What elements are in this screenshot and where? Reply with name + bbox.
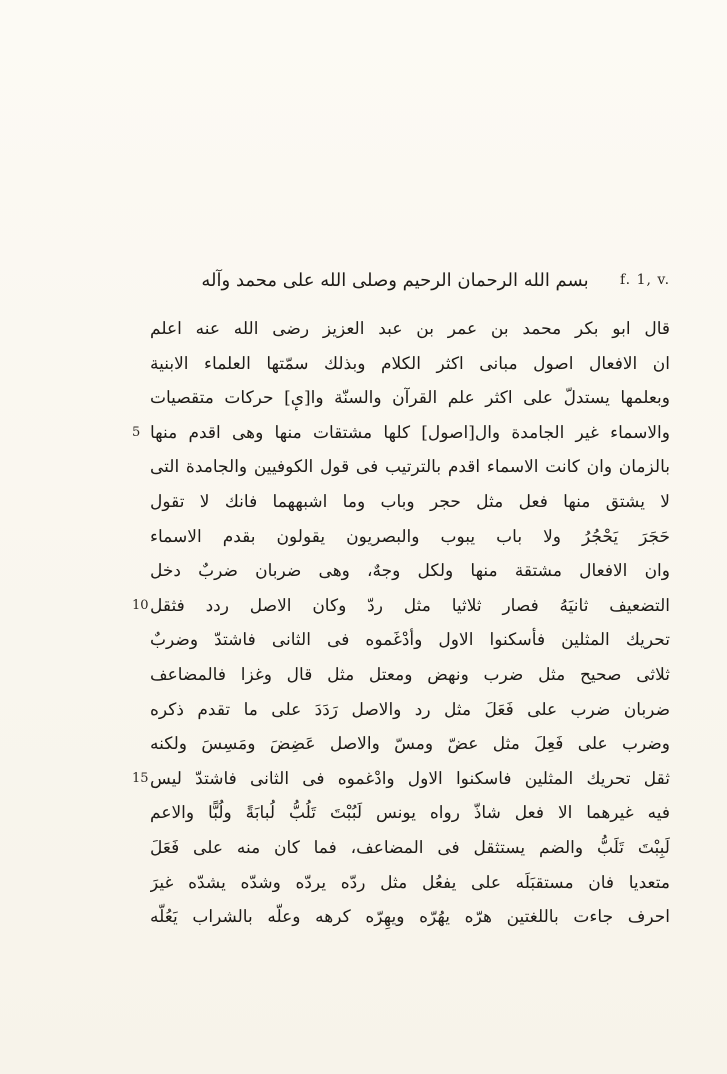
line-number: [132, 485, 152, 520]
text-line: قال ابو بكر محمد بن عمر بن عبد العزيز رضى الله عنه اعلم: [150, 319, 670, 339]
text-line: وضرب على فَعِلَ مثل عضّ ومسّ والاصل عَضِضَ ومَسِسَ ولكنه: [150, 734, 670, 755]
line-number: [132, 900, 152, 935]
line-number: [132, 831, 152, 866]
line-number: 15: [132, 770, 149, 786]
basmala-heading: بسم الله الرحمان الرحيم وصلى الله على محمد وآله: [201, 270, 589, 291]
text-line: متعديا فان مستقبَلَه على يفعُل مثل ردّه يردّه وشدّه يشدّه غيرَ: [150, 872, 670, 893]
line-number: [132, 727, 152, 762]
line-number: [132, 693, 152, 728]
text-line: وبعلمها يستدلّ على اكثر علم القرآن والسنّة وا[ىٕ] حركات متقصيات: [150, 388, 670, 409]
text-line: التضعيف ثانيَهُ فصار ثلاثيا مثل ردّ وكان الاصل ردد فثقل: [150, 595, 670, 616]
line-number: [132, 450, 152, 485]
line-number: [132, 866, 152, 901]
text-line: لَبِبْتَ تَلَبُّ والضم يستثقل فى المضاعف، فما كان منه على فَعَلَ: [150, 837, 670, 858]
text-block: [150, 312, 670, 935]
line-number: [132, 381, 152, 416]
line-number: [132, 312, 152, 347]
text-line: احرف جاءت باللغتين هرّه يهُرّه ويهِرّه كرهه وعلّه بالشراب يَعُلّه: [150, 907, 670, 928]
line-number: 5: [132, 424, 141, 440]
line-number: [132, 347, 152, 382]
text-line: ضربان ضرب على فَعَلَ مثل رد والاصل رَدَدَ على ما تقدم ذكره: [150, 699, 670, 720]
folio-number: f. 1, v.: [620, 272, 671, 288]
text-line: حَجَرَ يَحْجُرُ ولا باب يبوب والبصريون يقولون بقدم الاسماء: [150, 526, 670, 547]
text-line: بالزمان وان كانت الاسماء اقدم بالترتيب فى قول الكوفيين والجامدة التى: [150, 457, 670, 478]
line-number: [132, 623, 152, 658]
text-line: ان الافعال اصول مبانى اكثر الكلام وبذلك سمّتها العلماء الابنية: [150, 353, 670, 374]
line-number: [132, 520, 152, 555]
line-number: [132, 658, 152, 693]
text-line: وان الافعال مشتقة منها ولكل وجهٌ، وهى ضربان ضربٌ دخل: [150, 561, 670, 582]
text-line: فيه غيرهما الا فعل شاذّ رواه يونس لَبُبْتَ تَلُبُّ لُبابَةً ولُبًّا والاعم: [150, 803, 670, 824]
line-number: 10: [132, 597, 149, 613]
text-line: ثلاثى صحيح مثل ضرب ونهض ومعتل مثل قال وغزا فالمضاعف: [150, 664, 670, 685]
text-line: ثقل تحريك المثلين فاسكنوا الاول وادْغموه فى الثانى فاشتدّ ليس: [150, 768, 670, 789]
text-line: تحريك المثلين فأسكنوا الاول وأدْغَموه فى الثانى فاشتدّ وضربٌ: [150, 630, 670, 651]
text-line: والاسماء غير الجامدة وال[اصول] كلها مشتقات منها وهى اقدم منها: [150, 422, 670, 443]
text-line: لا يشتق منها فعل مثل حجر وباب وما اشبههما فانك لا تقول: [150, 491, 670, 512]
line-number: [132, 796, 152, 831]
line-number: [132, 554, 152, 589]
